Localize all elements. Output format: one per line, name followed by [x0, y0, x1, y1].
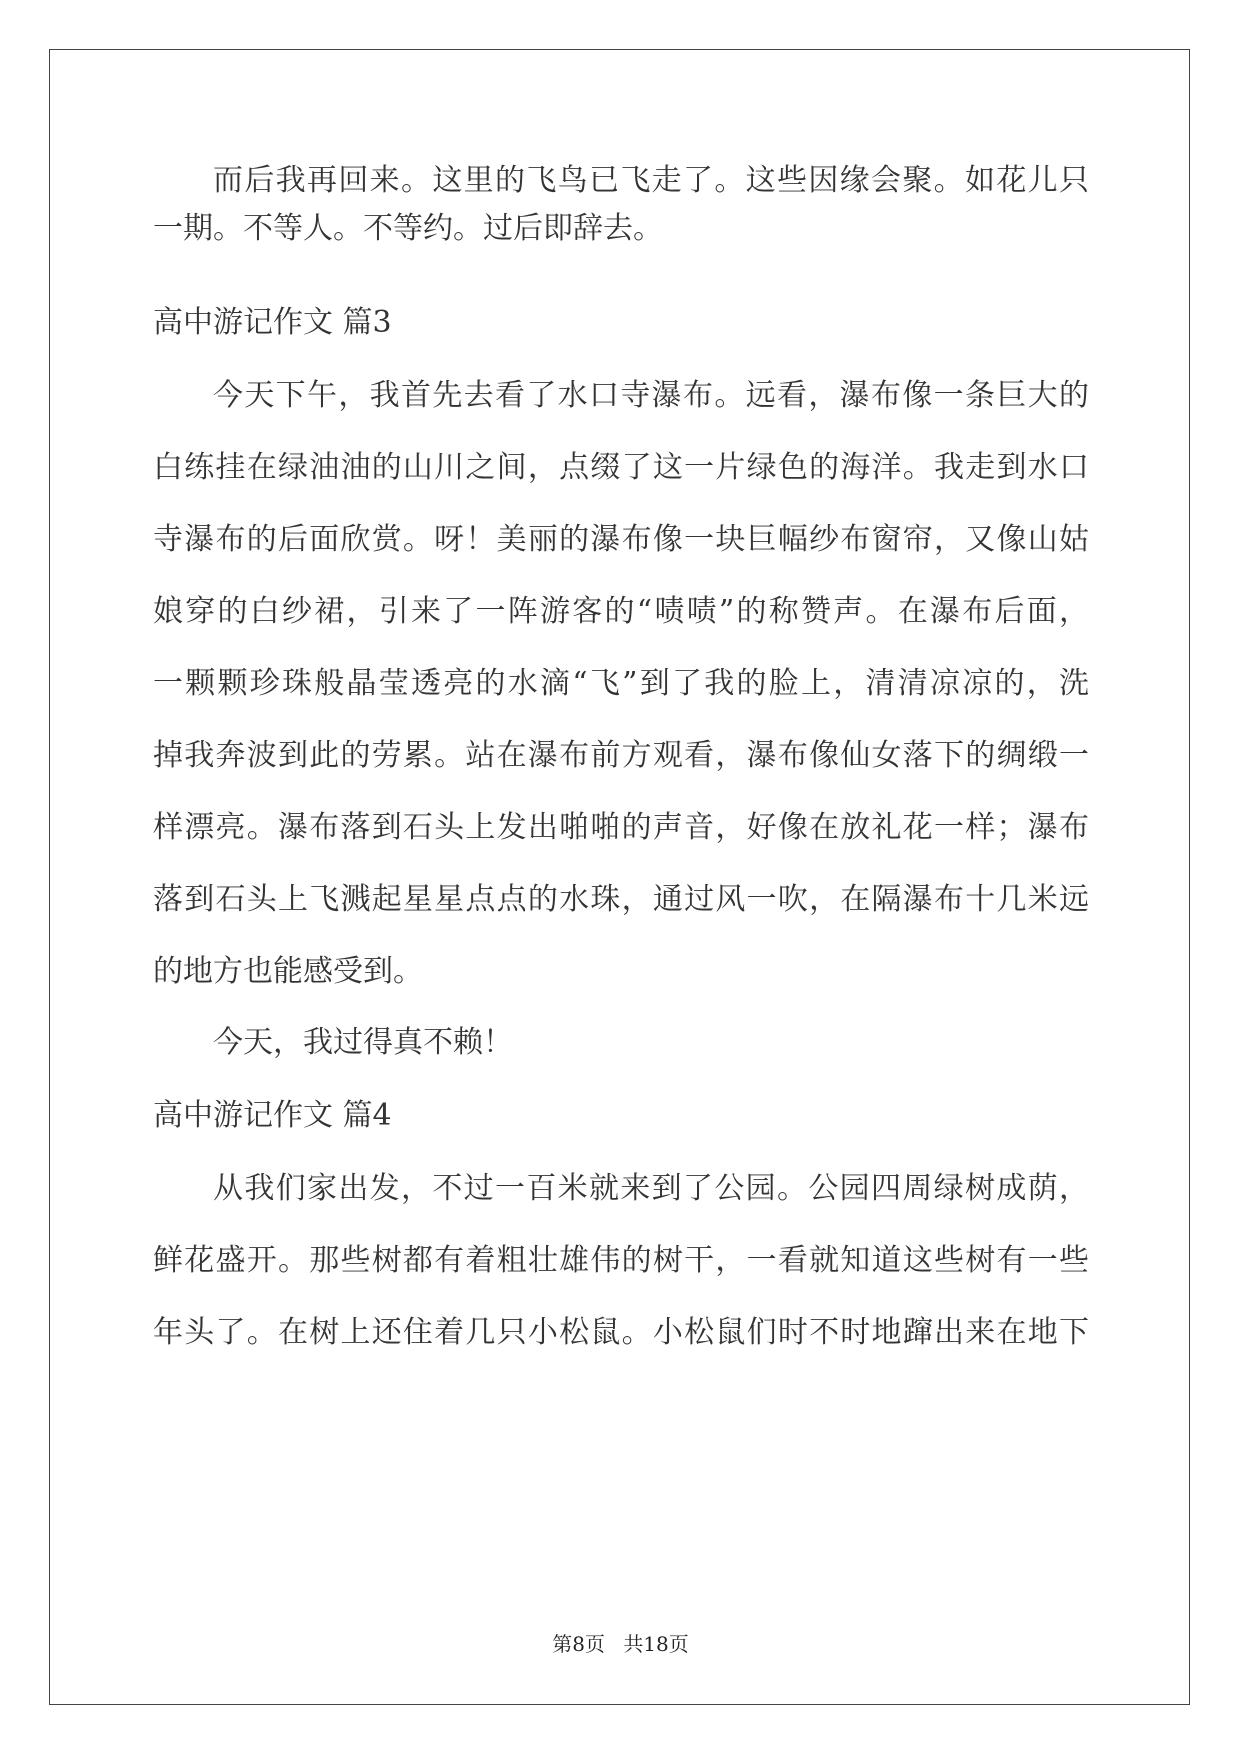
- text-line: 寺瀑布的后面欣赏。呀！美丽的瀑布像一块巨幅纱布窗帘，又像山姑: [153, 522, 1089, 557]
- text-line: 而后我再回来。这里的飞鸟已飞走了。这些因缘会聚。如花儿只: [213, 163, 1089, 198]
- paragraph: [153, 1022, 513, 1063]
- page-border: [49, 49, 1190, 1705]
- text-line: 落到石头上飞溅起星星点点的水珠，通过风一吹，在隔瀑布十几米远: [153, 882, 1089, 917]
- text-line: 掉我奔波到此的劳累。站在瀑布前方观看，瀑布像仙女落下的绸缎一: [153, 738, 1089, 773]
- text-line: 的地方也能感受到。: [153, 954, 423, 989]
- section-heading: 高中游记作文 篇3: [153, 305, 392, 340]
- page-number: 第8页: [552, 1632, 605, 1656]
- page-total: 共18页: [623, 1632, 689, 1656]
- text-line: 一期。不等人。不等约。过后即辞去。: [153, 211, 663, 246]
- text-line: 样漂亮。瀑布落到石头上发出啪啪的声音，好像在放礼花一样；瀑布: [153, 810, 1089, 845]
- text-line: 从我们家出发，不过一百米就来到了公园。公园四周绿树成荫，: [213, 1171, 1089, 1206]
- section-heading: 高中游记作文 篇4: [153, 1098, 392, 1133]
- page-footer: [0, 1628, 1241, 1657]
- text-line: 白练挂在绿油油的山川之间，点缀了这一片绿色的海洋。我走到水口: [153, 450, 1089, 485]
- text-line: 鲜花盛开。那些树都有着粗壮雄伟的树干，一看就知道这些树有一些: [153, 1243, 1089, 1278]
- paragraph: [153, 160, 1089, 246]
- text-line: 年头了。在树上还住着几只小松鼠。小松鼠们时不时地蹿出来在地下: [153, 1315, 1089, 1350]
- text-line: 娘穿的白纱裙，引来了一阵游客的“啧啧”的称赞声。在瀑布后面，: [153, 594, 1089, 629]
- text-line: 今天下午，我首先去看了水口寺瀑布。远看，瀑布像一条巨大的: [213, 378, 1089, 413]
- text-line: 一颗颗珍珠般晶莹透亮的水滴“飞”到了我的脸上，清清凉凉的，洗: [153, 666, 1089, 701]
- text-line: 今天，我过得真不赖！: [213, 1025, 513, 1060]
